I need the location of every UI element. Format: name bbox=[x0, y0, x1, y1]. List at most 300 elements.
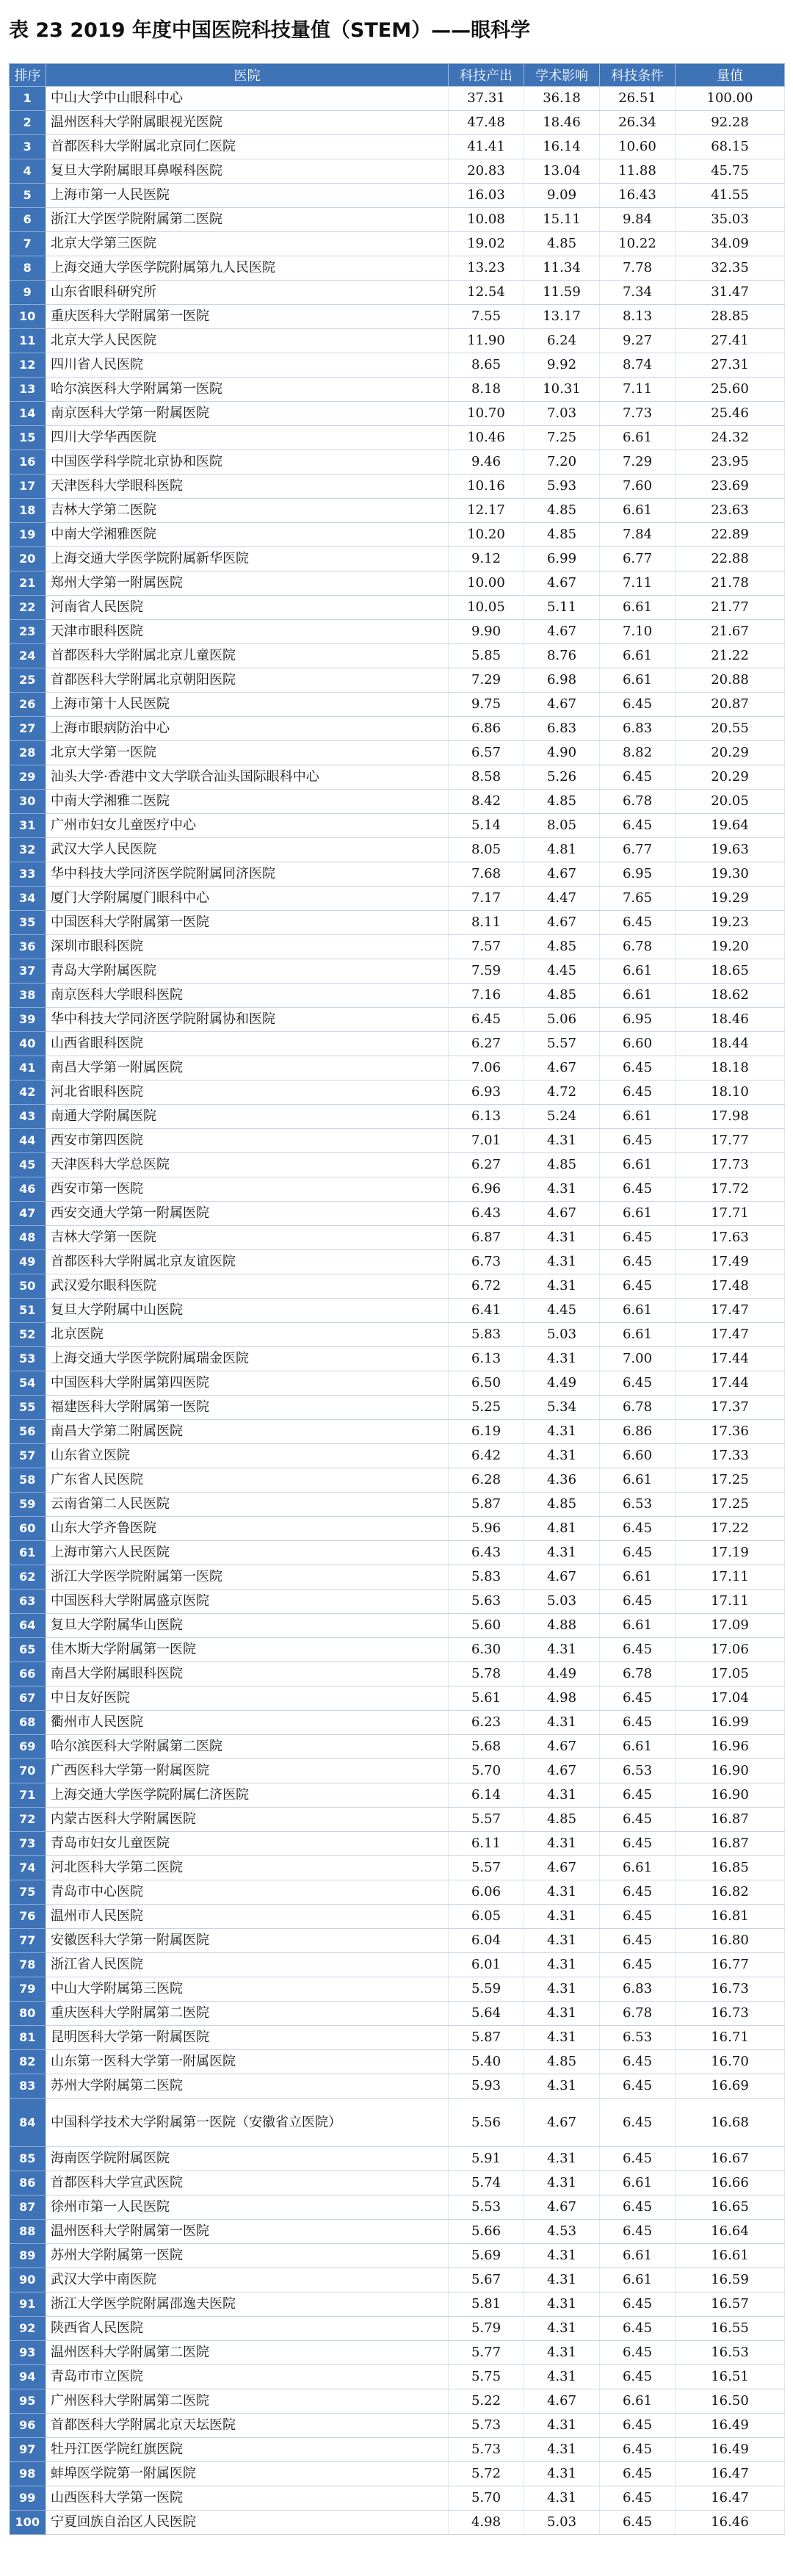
output-cell: 10.46 bbox=[449, 426, 524, 450]
total-cell: 17.37 bbox=[676, 1396, 785, 1420]
table-row bbox=[10, 571, 785, 596]
hospital-name-cell: 广西医科大学第一附属医院 bbox=[46, 1759, 449, 1783]
total-cell: 16.80 bbox=[676, 1929, 785, 1953]
total-cell: 16.65 bbox=[676, 2196, 785, 2220]
table-row bbox=[10, 1590, 785, 1614]
impact-cell: 5.57 bbox=[524, 1032, 600, 1056]
total-cell: 21.67 bbox=[676, 620, 785, 644]
table-row bbox=[10, 2317, 785, 2341]
table-row bbox=[10, 2099, 785, 2147]
impact-cell: 9.09 bbox=[524, 184, 600, 208]
impact-cell: 4.31 bbox=[524, 1711, 600, 1735]
output-cell: 6.19 bbox=[449, 1420, 524, 1444]
hospital-name-cell: 首都医科大学附属北京友谊医院 bbox=[46, 1250, 449, 1274]
table-row bbox=[10, 2268, 785, 2292]
condition-cell: 6.61 bbox=[600, 1202, 676, 1226]
output-cell: 6.13 bbox=[449, 1105, 524, 1129]
table-row bbox=[10, 1299, 785, 1323]
impact-cell: 10.31 bbox=[524, 378, 600, 402]
hospital-name-cell: 复旦大学附属眼耳鼻喉科医院 bbox=[46, 159, 449, 184]
table-row bbox=[10, 911, 785, 935]
hospital-name-cell: 上海交通大学医学院附属第九人民医院 bbox=[46, 256, 449, 281]
total-cell: 17.09 bbox=[676, 1614, 785, 1638]
output-cell: 5.91 bbox=[449, 2147, 524, 2171]
impact-cell: 5.03 bbox=[524, 1590, 600, 1614]
output-cell: 6.57 bbox=[449, 741, 524, 765]
output-cell: 5.66 bbox=[449, 2220, 524, 2244]
output-cell: 7.16 bbox=[449, 984, 524, 1008]
condition-cell: 6.53 bbox=[600, 2026, 676, 2050]
impact-cell: 6.99 bbox=[524, 547, 600, 571]
condition-cell: 7.73 bbox=[600, 402, 676, 426]
impact-cell: 4.31 bbox=[524, 2486, 600, 2511]
total-cell: 16.47 bbox=[676, 2486, 785, 2511]
impact-cell: 4.31 bbox=[524, 2462, 600, 2486]
total-cell: 18.62 bbox=[676, 984, 785, 1008]
output-cell: 6.50 bbox=[449, 1371, 524, 1396]
total-cell: 16.96 bbox=[676, 1735, 785, 1759]
impact-cell: 4.67 bbox=[524, 1565, 600, 1590]
total-cell: 22.89 bbox=[676, 523, 785, 547]
impact-cell: 4.67 bbox=[524, 1202, 600, 1226]
condition-cell: 6.61 bbox=[600, 1323, 676, 1347]
hospital-name-cell: 首都医科大学宣武医院 bbox=[46, 2171, 449, 2196]
hospital-name-cell: 海南医学院附属医院 bbox=[46, 2147, 449, 2171]
total-cell: 17.36 bbox=[676, 1420, 785, 1444]
impact-cell: 16.14 bbox=[524, 135, 600, 159]
table-row bbox=[10, 814, 785, 838]
hospital-name-cell: 衢州市人民医院 bbox=[46, 1711, 449, 1735]
output-cell: 6.27 bbox=[449, 1153, 524, 1177]
rank-cell: 52 bbox=[10, 1323, 46, 1347]
hospital-name-cell: 昆明医科大学第一附属医院 bbox=[46, 2026, 449, 2050]
impact-cell: 4.85 bbox=[524, 935, 600, 959]
table-row bbox=[10, 2026, 785, 2050]
condition-cell: 6.45 bbox=[600, 765, 676, 790]
total-cell: 16.66 bbox=[676, 2171, 785, 2196]
hospital-name-cell: 中国医学科学院北京协和医院 bbox=[46, 450, 449, 475]
impact-cell: 4.31 bbox=[524, 1977, 600, 2002]
condition-cell: 6.45 bbox=[600, 1274, 676, 1299]
impact-cell: 4.31 bbox=[524, 1129, 600, 1153]
output-cell: 9.12 bbox=[449, 547, 524, 571]
total-cell: 16.53 bbox=[676, 2341, 785, 2365]
condition-cell: 6.45 bbox=[600, 1056, 676, 1080]
table-row bbox=[10, 2244, 785, 2268]
output-cell: 5.64 bbox=[449, 2002, 524, 2026]
rank-cell: 10 bbox=[10, 305, 46, 329]
total-cell: 20.29 bbox=[676, 741, 785, 765]
output-cell: 6.96 bbox=[449, 1177, 524, 1202]
table-row bbox=[10, 1759, 785, 1783]
output-cell: 7.06 bbox=[449, 1056, 524, 1080]
rank-cell: 2 bbox=[10, 111, 46, 135]
impact-cell: 4.31 bbox=[524, 1638, 600, 1662]
total-cell: 20.88 bbox=[676, 668, 785, 693]
table-row bbox=[10, 1493, 785, 1517]
rank-cell: 19 bbox=[10, 523, 46, 547]
rank-cell: 46 bbox=[10, 1177, 46, 1202]
condition-cell: 6.61 bbox=[600, 668, 676, 693]
rank-cell: 1 bbox=[10, 87, 46, 111]
condition-cell: 6.61 bbox=[600, 1105, 676, 1129]
output-cell: 5.74 bbox=[449, 2171, 524, 2196]
rank-cell: 40 bbox=[10, 1032, 46, 1056]
condition-cell: 6.45 bbox=[600, 1517, 676, 1541]
total-cell: 17.73 bbox=[676, 1153, 785, 1177]
table-row bbox=[10, 232, 785, 256]
output-cell: 7.59 bbox=[449, 959, 524, 984]
rank-cell: 8 bbox=[10, 256, 46, 281]
condition-cell: 6.78 bbox=[600, 1396, 676, 1420]
rank-cell: 28 bbox=[10, 741, 46, 765]
table-row bbox=[10, 1808, 785, 1832]
impact-cell: 7.25 bbox=[524, 426, 600, 450]
rank-cell: 42 bbox=[10, 1080, 46, 1105]
output-cell: 6.04 bbox=[449, 1929, 524, 1953]
output-cell: 5.57 bbox=[449, 1856, 524, 1880]
total-cell: 16.90 bbox=[676, 1759, 785, 1783]
hospital-name-cell: 西安市第一医院 bbox=[46, 1177, 449, 1202]
hospital-name-cell: 山西省眼科医院 bbox=[46, 1032, 449, 1056]
table-row bbox=[10, 1226, 785, 1250]
condition-cell: 6.45 bbox=[600, 2050, 676, 2074]
rank-cell: 20 bbox=[10, 547, 46, 571]
impact-cell: 5.11 bbox=[524, 596, 600, 620]
table-body bbox=[10, 87, 785, 2535]
table-row bbox=[10, 1517, 785, 1541]
hospital-name-cell: 山东大学齐鲁医院 bbox=[46, 1517, 449, 1541]
output-cell: 10.20 bbox=[449, 523, 524, 547]
condition-cell: 7.84 bbox=[600, 523, 676, 547]
impact-cell: 4.31 bbox=[524, 2074, 600, 2099]
output-cell: 5.67 bbox=[449, 2268, 524, 2292]
total-cell: 17.71 bbox=[676, 1202, 785, 1226]
total-cell: 17.48 bbox=[676, 1274, 785, 1299]
impact-cell: 4.85 bbox=[524, 984, 600, 1008]
condition-cell: 6.77 bbox=[600, 547, 676, 571]
table-row bbox=[10, 1711, 785, 1735]
rank-cell: 80 bbox=[10, 2002, 46, 2026]
output-cell: 37.31 bbox=[449, 87, 524, 111]
total-cell: 16.90 bbox=[676, 1783, 785, 1808]
condition-cell: 6.45 bbox=[600, 2196, 676, 2220]
rank-cell: 39 bbox=[10, 1008, 46, 1032]
output-cell: 10.70 bbox=[449, 402, 524, 426]
rank-cell: 64 bbox=[10, 1614, 46, 1638]
hospital-name-cell: 浙江大学医学院附属邵逸夫医院 bbox=[46, 2292, 449, 2317]
rank-cell: 45 bbox=[10, 1153, 46, 1177]
table-row bbox=[10, 887, 785, 911]
hospital-name-cell: 广东省人民医院 bbox=[46, 1468, 449, 1493]
table-row bbox=[10, 2389, 785, 2414]
impact-cell: 4.53 bbox=[524, 2220, 600, 2244]
condition-cell: 6.61 bbox=[600, 1468, 676, 1493]
rank-cell: 90 bbox=[10, 2268, 46, 2292]
total-cell: 16.87 bbox=[676, 1808, 785, 1832]
rank-cell: 24 bbox=[10, 644, 46, 668]
impact-cell: 4.85 bbox=[524, 1493, 600, 1517]
rank-cell: 48 bbox=[10, 1226, 46, 1250]
rank-cell: 27 bbox=[10, 717, 46, 741]
condition-cell: 7.11 bbox=[600, 571, 676, 596]
impact-cell: 4.31 bbox=[524, 1929, 600, 1953]
impact-cell: 5.03 bbox=[524, 1323, 600, 1347]
output-cell: 7.57 bbox=[449, 935, 524, 959]
table-header bbox=[10, 64, 785, 87]
rank-cell: 61 bbox=[10, 1541, 46, 1565]
rank-cell: 88 bbox=[10, 2220, 46, 2244]
table-row bbox=[10, 1735, 785, 1759]
output-cell: 5.72 bbox=[449, 2462, 524, 2486]
output-cell: 6.41 bbox=[449, 1299, 524, 1323]
output-cell: 5.22 bbox=[449, 2389, 524, 2414]
total-cell: 16.51 bbox=[676, 2365, 785, 2389]
hospital-name-cell: 牡丹江医学院红旗医院 bbox=[46, 2438, 449, 2462]
total-cell: 17.04 bbox=[676, 1686, 785, 1711]
total-cell: 16.59 bbox=[676, 2268, 785, 2292]
table-row bbox=[10, 402, 785, 426]
impact-cell: 4.31 bbox=[524, 1420, 600, 1444]
table-row bbox=[10, 717, 785, 741]
hospital-name-cell: 温州医科大学附属第二医院 bbox=[46, 2341, 449, 2365]
impact-cell: 4.31 bbox=[524, 1953, 600, 1977]
table-row bbox=[10, 426, 785, 450]
condition-cell: 6.45 bbox=[600, 1129, 676, 1153]
output-cell: 6.14 bbox=[449, 1783, 524, 1808]
table-row bbox=[10, 620, 785, 644]
total-cell: 17.44 bbox=[676, 1371, 785, 1396]
hospital-name-cell: 中国医科大学附属盛京医院 bbox=[46, 1590, 449, 1614]
output-cell: 41.41 bbox=[449, 135, 524, 159]
impact-cell: 4.31 bbox=[524, 1832, 600, 1856]
hospital-name-cell: 西安市第四医院 bbox=[46, 1129, 449, 1153]
condition-cell: 6.45 bbox=[600, 2099, 676, 2147]
output-cell: 8.11 bbox=[449, 911, 524, 935]
output-cell: 47.48 bbox=[449, 111, 524, 135]
rank-cell: 95 bbox=[10, 2389, 46, 2414]
output-cell: 8.58 bbox=[449, 765, 524, 790]
rank-cell: 56 bbox=[10, 1420, 46, 1444]
rank-cell: 69 bbox=[10, 1735, 46, 1759]
table-row bbox=[10, 790, 785, 814]
condition-cell: 6.45 bbox=[600, 1783, 676, 1808]
rank-cell: 16 bbox=[10, 450, 46, 475]
total-cell: 18.10 bbox=[676, 1080, 785, 1105]
table-row bbox=[10, 1323, 785, 1347]
condition-cell: 6.61 bbox=[600, 2244, 676, 2268]
total-cell: 24.32 bbox=[676, 426, 785, 450]
condition-cell: 6.61 bbox=[600, 2389, 676, 2414]
total-cell: 16.57 bbox=[676, 2292, 785, 2317]
condition-cell: 6.77 bbox=[600, 838, 676, 862]
impact-cell: 4.31 bbox=[524, 2002, 600, 2026]
hospital-name-cell: 南昌大学第二附属医院 bbox=[46, 1420, 449, 1444]
condition-cell: 6.45 bbox=[600, 2438, 676, 2462]
hospital-name-cell: 青岛市妇女儿童医院 bbox=[46, 1832, 449, 1856]
condition-cell: 8.13 bbox=[600, 305, 676, 329]
header-hospital: 医院 bbox=[46, 64, 449, 87]
impact-cell: 4.31 bbox=[524, 1880, 600, 1905]
condition-cell: 16.43 bbox=[600, 184, 676, 208]
table-row bbox=[10, 984, 785, 1008]
impact-cell: 4.31 bbox=[524, 2292, 600, 2317]
hospital-name-cell: 温州医科大学附属第一医院 bbox=[46, 2220, 449, 2244]
condition-cell: 6.45 bbox=[600, 1371, 676, 1396]
hospital-name-cell: 南昌大学第一附属医院 bbox=[46, 1056, 449, 1080]
total-cell: 17.47 bbox=[676, 1299, 785, 1323]
rank-cell: 82 bbox=[10, 2050, 46, 2074]
total-cell: 16.67 bbox=[676, 2147, 785, 2171]
hospital-name-cell: 复旦大学附属华山医院 bbox=[46, 1614, 449, 1638]
hospital-name-cell: 华中科技大学同济医学院附属同济医院 bbox=[46, 862, 449, 887]
output-cell: 10.16 bbox=[449, 475, 524, 499]
condition-cell: 6.45 bbox=[600, 1638, 676, 1662]
table-row bbox=[10, 693, 785, 717]
hospital-name-cell: 上海市第一人民医院 bbox=[46, 184, 449, 208]
output-cell: 5.59 bbox=[449, 1977, 524, 2002]
total-cell: 21.78 bbox=[676, 571, 785, 596]
hospital-name-cell: 苏州大学附属第一医院 bbox=[46, 2244, 449, 2268]
impact-cell: 4.45 bbox=[524, 959, 600, 984]
table-row bbox=[10, 1905, 785, 1929]
output-cell: 5.70 bbox=[449, 2486, 524, 2511]
impact-cell: 13.04 bbox=[524, 159, 600, 184]
impact-cell: 4.31 bbox=[524, 1226, 600, 1250]
table-row bbox=[10, 499, 785, 523]
rank-cell: 49 bbox=[10, 1250, 46, 1274]
hospital-name-cell: 北京大学第一医院 bbox=[46, 741, 449, 765]
rank-cell: 50 bbox=[10, 1274, 46, 1299]
table-title: 表 23 2019 年度中国医院科技量值（STEM）——眼科学 bbox=[9, 19, 531, 42]
hospital-name-cell: 天津市眼科医院 bbox=[46, 620, 449, 644]
condition-cell: 6.61 bbox=[600, 499, 676, 523]
table-row bbox=[10, 1468, 785, 1493]
condition-cell: 6.78 bbox=[600, 1662, 676, 1686]
table-row bbox=[10, 1565, 785, 1590]
rank-cell: 43 bbox=[10, 1105, 46, 1129]
output-cell: 9.46 bbox=[449, 450, 524, 475]
condition-cell: 6.45 bbox=[600, 2511, 676, 2535]
impact-cell: 4.31 bbox=[524, 1783, 600, 1808]
total-cell: 16.68 bbox=[676, 2099, 785, 2147]
hospital-name-cell: 首都医科大学附属北京儿童医院 bbox=[46, 644, 449, 668]
condition-cell: 6.61 bbox=[600, 1565, 676, 1590]
rank-cell: 30 bbox=[10, 790, 46, 814]
output-cell: 6.05 bbox=[449, 1905, 524, 1929]
table-row bbox=[10, 184, 785, 208]
condition-cell: 6.45 bbox=[600, 1541, 676, 1565]
output-cell: 5.56 bbox=[449, 2099, 524, 2147]
output-cell: 5.79 bbox=[449, 2317, 524, 2341]
impact-cell: 4.31 bbox=[524, 2341, 600, 2365]
hospital-name-cell: 中国医科大学附属第四医院 bbox=[46, 1371, 449, 1396]
output-cell: 5.69 bbox=[449, 2244, 524, 2268]
total-cell: 19.64 bbox=[676, 814, 785, 838]
hospital-name-cell: 北京医院 bbox=[46, 1323, 449, 1347]
hospital-name-cell: 上海交通大学医学院附属仁济医院 bbox=[46, 1783, 449, 1808]
total-cell: 68.15 bbox=[676, 135, 785, 159]
total-cell: 16.70 bbox=[676, 2050, 785, 2074]
rank-cell: 98 bbox=[10, 2462, 46, 2486]
condition-cell: 6.45 bbox=[600, 1177, 676, 1202]
hospital-name-cell: 深圳市眼科医院 bbox=[46, 935, 449, 959]
impact-cell: 4.47 bbox=[524, 887, 600, 911]
impact-cell: 4.81 bbox=[524, 1517, 600, 1541]
impact-cell: 4.31 bbox=[524, 2026, 600, 2050]
table-row bbox=[10, 111, 785, 135]
output-cell: 7.01 bbox=[449, 1129, 524, 1153]
output-cell: 6.43 bbox=[449, 1202, 524, 1226]
impact-cell: 4.31 bbox=[524, 1347, 600, 1371]
impact-cell: 9.92 bbox=[524, 353, 600, 378]
hospital-name-cell: 武汉大学人民医院 bbox=[46, 838, 449, 862]
output-cell: 9.90 bbox=[449, 620, 524, 644]
impact-cell: 4.31 bbox=[524, 1905, 600, 1929]
impact-cell: 4.67 bbox=[524, 1856, 600, 1880]
rank-cell: 35 bbox=[10, 911, 46, 935]
hospital-name-cell: 山东第一医科大学第一附属医院 bbox=[46, 2050, 449, 2074]
output-cell: 10.08 bbox=[449, 208, 524, 232]
condition-cell: 6.53 bbox=[600, 1493, 676, 1517]
impact-cell: 4.67 bbox=[524, 571, 600, 596]
table-row bbox=[10, 1177, 785, 1202]
impact-cell: 4.31 bbox=[524, 1541, 600, 1565]
rank-cell: 44 bbox=[10, 1129, 46, 1153]
table-row bbox=[10, 135, 785, 159]
total-cell: 17.06 bbox=[676, 1638, 785, 1662]
impact-cell: 4.85 bbox=[524, 2050, 600, 2074]
output-cell: 5.96 bbox=[449, 1517, 524, 1541]
rank-cell: 91 bbox=[10, 2292, 46, 2317]
rank-cell: 36 bbox=[10, 935, 46, 959]
total-cell: 16.87 bbox=[676, 1832, 785, 1856]
impact-cell: 4.85 bbox=[524, 790, 600, 814]
condition-cell: 8.74 bbox=[600, 353, 676, 378]
header-impact: 学术影响 bbox=[524, 64, 600, 87]
output-cell: 5.78 bbox=[449, 1662, 524, 1686]
hospital-name-cell: 郑州大学第一附属医院 bbox=[46, 571, 449, 596]
impact-cell: 4.85 bbox=[524, 499, 600, 523]
impact-cell: 5.24 bbox=[524, 1105, 600, 1129]
condition-cell: 6.95 bbox=[600, 1008, 676, 1032]
hospital-name-cell: 青岛大学附属医院 bbox=[46, 959, 449, 984]
output-cell: 6.45 bbox=[449, 1008, 524, 1032]
impact-cell: 4.45 bbox=[524, 1299, 600, 1323]
rank-cell: 86 bbox=[10, 2171, 46, 2196]
total-cell: 23.69 bbox=[676, 475, 785, 499]
output-cell: 6.11 bbox=[449, 1832, 524, 1856]
condition-cell: 6.53 bbox=[600, 1759, 676, 1783]
total-cell: 92.28 bbox=[676, 111, 785, 135]
total-cell: 16.47 bbox=[676, 2462, 785, 2486]
output-cell: 5.87 bbox=[449, 2026, 524, 2050]
output-cell: 5.83 bbox=[449, 1323, 524, 1347]
rank-cell: 37 bbox=[10, 959, 46, 984]
condition-cell: 6.45 bbox=[600, 2462, 676, 2486]
table-row bbox=[10, 2414, 785, 2438]
hospital-name-cell: 四川省人民医院 bbox=[46, 353, 449, 378]
rank-cell: 71 bbox=[10, 1783, 46, 1808]
rank-cell: 89 bbox=[10, 2244, 46, 2268]
total-cell: 35.03 bbox=[676, 208, 785, 232]
impact-cell: 7.03 bbox=[524, 402, 600, 426]
impact-cell: 5.93 bbox=[524, 475, 600, 499]
rank-cell: 32 bbox=[10, 838, 46, 862]
rank-cell: 63 bbox=[10, 1590, 46, 1614]
impact-cell: 4.85 bbox=[524, 1808, 600, 1832]
table-row bbox=[10, 2292, 785, 2317]
